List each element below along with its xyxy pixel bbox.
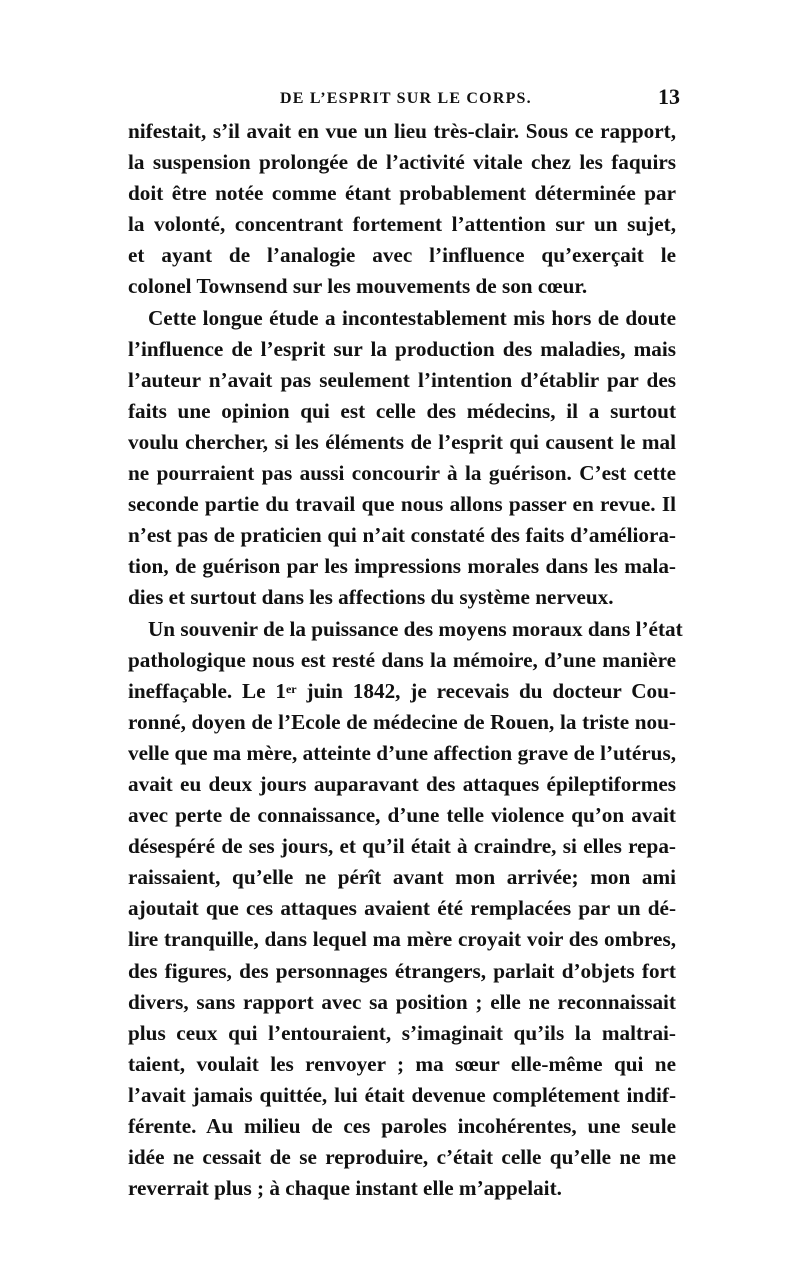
text-line: pathologique nous est resté dans la mémoire, d’une manière <box>128 647 676 672</box>
text-line: voulu chercher, si les éléments de l’esprit qui causent le mal <box>128 429 676 454</box>
text-line <box>128 676 676 707</box>
text-line: doit être notée comme étant probablement déterminée par <box>128 181 676 206</box>
text-line: tion, de guérison par les impressions morales dans les mala- <box>128 554 676 579</box>
text-line: plus ceux qui l’entouraient, s’imaginait qu’ils la maltrai- <box>128 1020 676 1045</box>
text-line: faits une opinion qui est celle des médecins, il a surtout <box>128 398 676 423</box>
text-line: dies et surtout dans les affections du système nerveux. <box>128 585 614 610</box>
page-number: 13 <box>658 84 680 109</box>
text-line: la suspension prolongée de l’activité vitale chez les faquirs <box>128 150 676 175</box>
text-line: colonel Townsend sur les mouvements de son cœur. <box>128 274 588 299</box>
text-line: avait eu deux jours auparavant des attaques épileptiformes <box>128 771 676 796</box>
text-line: l’auteur n’avait pas seulement l’intention d’établir par des <box>128 367 676 392</box>
text-line: des figures, des personnages étrangers, parlait d’objets fort <box>128 958 676 983</box>
text-line: Un souvenir de la puissance des moyens moraux dans l’état <box>148 616 683 641</box>
text-line: et ayant de l’analogie avec l’influence qu’exerçait le <box>128 243 676 268</box>
date-day: 1 <box>275 678 286 703</box>
body-text <box>128 116 683 1204</box>
text-line: la volonté, concentrant fortement l’attention sur un sujet, <box>128 212 676 237</box>
text-line: férente. Au milieu de ces paroles incohérentes, une seule <box>128 1114 676 1138</box>
text-line: n’est pas de praticien qui n’ait constaté des faits d’améliora- <box>128 523 676 548</box>
text-segment: juin 1842, je recevais du docteur Cou- <box>296 678 676 703</box>
text-line: raissaient, qu’elle ne pérît avant mon arrivée; mon ami <box>128 865 676 890</box>
text-line: idée ne cessait de se reproduire, c’était celle qu’elle ne me <box>128 1145 676 1170</box>
text-line: ne pourraient pas aussi concourir à la guérison. C’est cette <box>128 461 676 486</box>
text-line: désespéré de ses jours, et qu’il était à craindre, si elles repa- <box>128 834 676 859</box>
text-line: seconde partie du travail que nous allons passer en revue. Il <box>128 492 676 517</box>
text-line: Cette longue étude a incontestablement mis hors de doute <box>148 305 676 330</box>
text-line: taient, voulait les renvoyer ; ma sœur elle-même qui ne <box>128 1051 676 1076</box>
text-line: velle que ma mère, atteinte d’une affection grave de l’utérus, <box>128 740 676 765</box>
text-line: nifestait, s’il avait en vue un lieu très-clair. Sous ce rapport, <box>128 119 676 143</box>
ordinal-suffix: er <box>285 681 297 696</box>
text-line: avec perte de connaissance, d’une telle violence qu’on avait <box>128 803 676 828</box>
page-header <box>132 84 680 114</box>
text-segment: ineffaçable. Le <box>128 678 276 703</box>
text-line: reverrait plus ; à chaque instant elle m’appelait. <box>128 1176 562 1201</box>
text-line: lire tranquille, dans lequel ma mère croyait voir des ombres, <box>128 927 676 952</box>
text-line: l’influence de l’esprit sur la production des maladies, mais <box>128 336 676 361</box>
running-head: DE L’ESPRIT SUR LE CORPS. <box>280 90 532 107</box>
text-line: l’avait jamais quittée, lui était devenue complétement indif- <box>128 1082 676 1107</box>
text-line: ajoutait que ces attaques avaient été remplacées par un dé- <box>128 896 676 921</box>
text-line: ronné, doyen de l’Ecole de médecine de Rouen, la triste nou- <box>128 709 676 734</box>
text-line: divers, sans rapport avec sa position ; elle ne reconnaissait <box>128 989 676 1014</box>
